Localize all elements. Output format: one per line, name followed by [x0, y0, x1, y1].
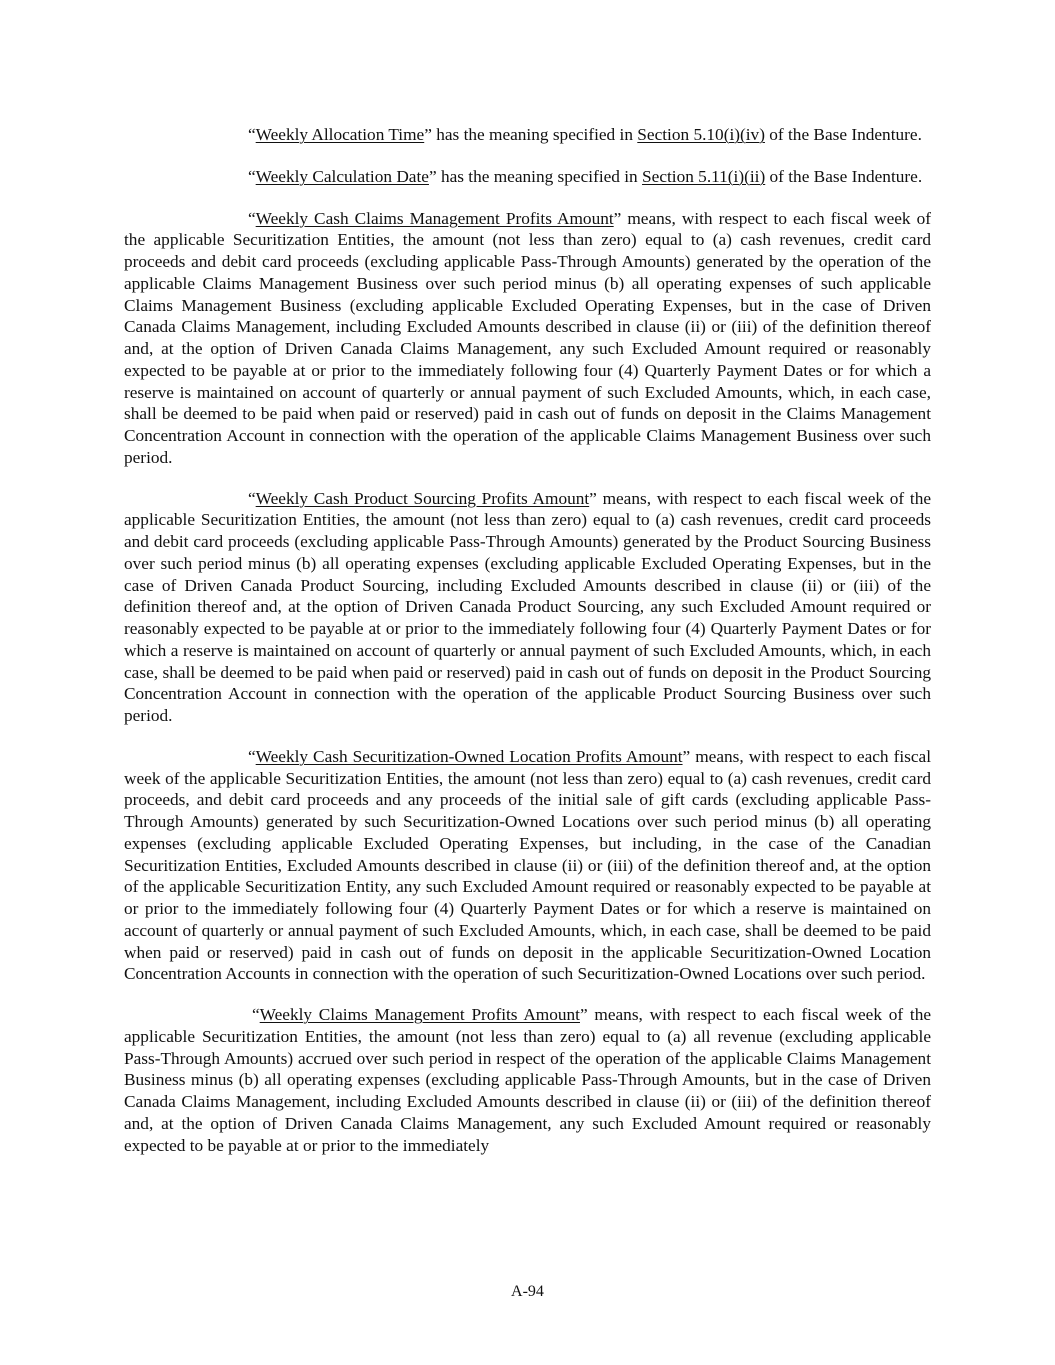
definition-body: means, with respect to each fiscal week of the applicable Securitization Entities, the amount (not less than zero) equal to (a) cash revenues, credit card proceeds and debit card proceeds (excluding applicable Pass-Through Amounts) generated by the Product Sourcing Business over such period minus (b) all operating expenses (excluding applicable Excluded Operating Expenses, but in the case of Driven Canada Product Sourcing, including Excluded Amounts described in clause (ii) or (iii) of the definition thereof and, at the option of Driven Canada Product Sourcing, any such Excluded Amount required or reasonably expected to be payable at or prior to the immediately following four (4) Quarterly Payment Dates or for which a reserve is maintained on account of quarterly or annual payment of such Excluded Amounts, which, in each case, shall be deemed to be paid when paid or reserved) paid in cash out of funds on deposit in the Product Sourcing Concentration Account in connection with the operation of the applicable Product Sourcing Business over such period.	[124, 488, 932, 725]
defined-term: Weekly Cash Securitization-Owned Location Profits Amount	[255, 746, 683, 766]
definition-body: means, with respect to each fiscal week of the applicable Securitization Entities, the amount (not less than zero) equal to (a) all revenue (excluding applicable Pass-Through Amounts) accrued over such period in respect of the operation of the applicable Claims Management Business minus (b) all operating expenses (excluding applicable Pass-Through Amounts, but in the case of Driven Canada Claims Management, including Excluded Amounts described in clause (ii) or (iii) of the definition thereof and, at the option of Driven Canada Claims Management, any such Excluded Amount required or reasonably expected to be payable at or prior to the immediately	[124, 1005, 931, 1155]
definition-weekly-cash-product-sourcing-profits-amount: “Weekly Cash Product Sourcing Profits Amount” means, with respect to each fiscal week of the applicable Securitization Entities, the amount (not less than zero) equal to (a) cash revenues, credit card proceeds and debit card proceeds (excluding applicable Pass-Through Amounts) generated by the Product Sourcing Business over such period minus (b) all operating expenses (excluding applicable Excluded Operating Expenses, but in the case of Driven Canada Product Sourcing, including Excluded Amounts described in clause (ii) or (iii) of the definition thereof and, at the option of Driven Canada Product Sourcing, any such Excluded Amount required or reasonably expected to be payable at or prior to the immediately following four (4) Quarterly Payment Dates or for which a reserve is maintained on account of quarterly or annual payment of such Excluded Amounts, which, in each case, shall be deemed to be paid when paid or reserved) paid in cash out of funds on deposit in the Product Sourcing Concentration Account in connection with the operation of the applicable Product Sourcing Business over such period.	[124, 488, 932, 725]
defined-term: Weekly Cash Product Sourcing Profits Amount	[255, 488, 590, 508]
definition-body: means, with respect to each fiscal week of the applicable Securitization Entities, the amount (not less than zero) equal to (a) cash revenues, credit card proceeds, and debit card proceeds and any proceeds of the initial sale of gift cards (excluding applicable Pass-Through Amounts) generated by such Securitization-Owned Locations over such period minus (b) all operating expenses (excluding applicable Excluded Operating Expenses, but including, in the case of the Canadian Securitization Entities, Excluded Amounts described in clause (ii) or (iii) of the definition thereof and, at the option of the applicable Securitization Entity, any such Excluded Amount required or reasonably expected to be payable at or prior to the immediately following four (4) Quarterly Payment Dates or for which a reserve is maintained on account of quarterly or annual payment of such Excluded Amounts, which, in each case, shall be deemed to be paid when paid or reserved) paid in cash out of funds on deposit in the applicable Securitization-Owned Location Concentration Accounts in connection with the operation of such Securitization-Owned Locations over such period.	[124, 746, 931, 984]
section-reference: Section 5.10(i)(iv)	[637, 125, 765, 144]
defined-term: Weekly Calculation Date	[255, 166, 429, 186]
definition-weekly-claims-management-profits-amount: “Weekly Claims Management Profits Amount” means, with respect to each fiscal week of the applicable Securitization Entities, the amount (not less than zero) equal to (a) all revenue (excluding applicable Pass-Through Amounts) accrued over such period in respect of the operation of the applicable Claims Management Business minus (b) all operating expenses (excluding applicable Pass-Through Amounts, but in the case of Driven Canada Claims Management, including Excluded Amounts described in clause (ii) or (iii) of the definition thereof and, at the option of Driven Canada Claims Management, any such Excluded Amount required or reasonably expected to be payable at or prior to the immediately	[124, 1005, 931, 1155]
definition-weekly-allocation-time: “Weekly Allocation Time” has the meaning specified in Section 5.10(i)(iv) of the Base Indenture.	[248, 125, 922, 144]
definition-weekly-cash-securitization-owned-location-profits-amount: “Weekly Cash Securitization-Owned Location Profits Amount” means, with respect to each fiscal week of the applicable Securitization Entities, the amount (not less than zero) equal to (a) cash revenues, credit card proceeds, and debit card proceeds and any proceeds of the initial sale of gift cards (excluding applicable Pass-Through Amounts) generated by such Securitization-Owned Locations over such period minus (b) all operating expenses (excluding applicable Excluded Operating Expenses, but including, in the case of the Canadian Securitization Entities, Excluded Amounts described in clause (ii) or (iii) of the definition thereof and, at the option of the applicable Securitization Entity, any such Excluded Amount required or reasonably expected to be payable at or prior to the immediately following four (4) Quarterly Payment Dates or for which a reserve is maintained on account of quarterly or annual payment of such Excluded Amounts, which, in each case, shall be deemed to be paid when paid or reserved) paid in cash out of funds on deposit in the applicable Securitization-Owned Location Concentration Accounts in connection with the operation of such Securitization-Owned Locations over such period.	[124, 746, 931, 984]
defined-term: Weekly Claims Management Profits Amount	[259, 1005, 580, 1024]
page-number: A-94	[511, 1283, 544, 1300]
document-page	[124, 124, 931, 1175]
definition-weekly-calculation-date: “Weekly Calculation Date” has the meaning specified in Section 5.11(i)(ii) of the Base Indenture.	[248, 166, 923, 186]
section-reference: Section 5.11(i)(ii)	[642, 166, 766, 186]
defined-term: Weekly Allocation Time	[255, 125, 425, 144]
definition-weekly-cash-claims-management-profits-amount: “Weekly Cash Claims Management Profits Amount” means, with respect to each fiscal week of the applicable Securitization Entities, the amount (not less than zero) equal to (a) cash revenues, credit card proceeds and debit card proceeds (excluding applicable Pass-Through Amounts) generated by the operation of the applicable Claims Management Business over such period minus (b) all operating expenses of such applicable Claims Management Business (excluding applicable Excluded Operating Expenses, but in the case of Driven Canada Claims Management, including Excluded Amounts described in clause (ii) or (iii) of the definition thereof and, at the option of Driven Canada Claims Management, any such Excluded Amount required or reasonably expected to be payable at or prior to the immediately following four (4) Quarterly Payment Dates or for which a reserve is maintained on account of quarterly or annual payment of such Excluded Amounts, which, in each case, shall be deemed to be paid when paid or reserved) paid in cash out of funds on deposit in the Claims Management Concentration Account in connection with the operation of the applicable Claims Management Business over such period.	[124, 208, 931, 467]
definition-body: means, with respect to each fiscal week of the applicable Securitization Entities, the amount (not less than zero) equal to (a) cash revenues, credit card proceeds and debit card proceeds (excluding applicable Pass-Through Amounts) generated by the operation of the applicable Claims Management Business over such period minus (b) all operating expenses of such applicable Claims Management Business (excluding applicable Excluded Operating Expenses, but in the case of Driven Canada Claims Management, including Excluded Amounts described in clause (ii) or (iii) of the definition thereof and, at the option of Driven Canada Claims Management, any such Excluded Amount required or reasonably expected to be payable at or prior to the immediately following four (4) Quarterly Payment Dates or for which a reserve is maintained on account of quarterly or annual payment of such Excluded Amounts, which, in each case, shall be deemed to be paid when paid or reserved) paid in cash out of funds on deposit in the Claims Management Concentration Account in connection with the operation of the applicable Claims Management Business over such period.	[124, 208, 931, 467]
defined-term: Weekly Cash Claims Management Profits Amount	[255, 208, 614, 228]
